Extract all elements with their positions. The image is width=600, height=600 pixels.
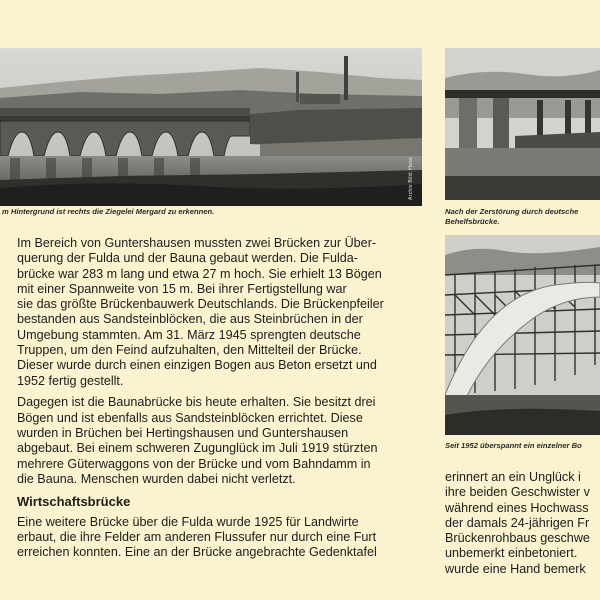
text-line: während eines Hochwass (445, 500, 589, 515)
viaduct-photo-image (0, 48, 422, 206)
text-line: ihre beiden Geschwister v (445, 485, 590, 500)
text-line: Im Bereich von Guntershausen mussten zwei Brücken zur Über- (17, 236, 377, 250)
paragraph-wirtschaftsbruecke (17, 515, 422, 561)
text-line: brücke war 283 m lang und etwa 27 m hoch. Sie erhielt 13 Bögen (17, 266, 382, 281)
photo-concrete-arch (445, 235, 600, 435)
photo-destroyed-bridge (445, 48, 600, 200)
text-line: abgebaut. Bei einem schweren Zugunglück im Juli 1919 stürzten (17, 441, 378, 456)
photo-viaduct-historic (0, 48, 422, 206)
text-line: erreichen konnten. Eine an der Brücke angebrachte Gedenktafel (17, 545, 377, 560)
paragraph-fuldabruecke (17, 236, 422, 389)
text-line: Brückenrohbaus geschwe (445, 531, 590, 546)
right-text-column (445, 470, 600, 577)
text-line: wurde eine Hand bemerk (445, 561, 586, 576)
text-line: wurden in Brüchen bei Hertingshausen und Guntershausen (17, 426, 349, 441)
text-line: Truppen, um den Feind aufzuhalten, den Mittelteil der Brücke. (17, 343, 362, 358)
text-line: der damals 24-jährigen Fr (445, 515, 590, 530)
text-line: Eine weitere Brücke über die Fulda wurde 1925 für Landwirte (17, 514, 359, 529)
text-line: mehrere Güterwaggons von der Brücke und vom Bahndamm in (17, 456, 371, 471)
text-line: Umgebung stammten. Am 31. März 1945 sprengten deutsche (17, 327, 361, 342)
text-line: Dagegen ist die Baunabrücke bis heute erhalten. Sie besitzt drei (17, 395, 376, 410)
photo-caption-top-right-line2: Behelfsbrücke. (445, 217, 500, 226)
text-line: unbemerkt einbetoniert. (445, 546, 578, 561)
photo-caption-top-right-line1: Nach der Zerstörung durch deutsche (445, 207, 579, 216)
text-line: querung der Fulda und der Bauna gebaut werden. Die Fulda- (17, 251, 358, 266)
text-line: Dieser wurde durch einen einzigen Bogen aus Beton ersetzt und (17, 358, 377, 373)
text-line: Bögen und ist ebenfalls aus Sandsteinblöcken errichtet. Diese (17, 410, 363, 425)
text-line: 1952 fertig gestellt. (17, 373, 124, 388)
main-text-column (17, 236, 422, 567)
destroyed-bridge-image (445, 48, 600, 200)
concrete-arch-image (445, 235, 600, 435)
text-line: bestanden aus Sandsteinblöcken, die aus Steinbrüchen in der (17, 312, 363, 327)
text-line: die Bauna. Menschen wurden dabei nicht verletzt. (17, 471, 296, 486)
text-line: sie das größte Brückenbauwerk Deutschlands. Die Brückenpfeiler (17, 297, 384, 312)
paragraph-baunabruecke (17, 395, 422, 487)
section-heading-wirtschaftsbruecke: Wirtschaftsbrücke (17, 493, 131, 509)
text-line: erbaut, die ihre Felder am anderen Flussufer nur durch eine Furt (17, 530, 377, 545)
text-line: mit einer Spannweite von 15 m. Bei ihrer Fertigstellung war (17, 281, 347, 296)
photo-caption-middle-right: Seit 1952 überspannt ein einzelner Bo (445, 441, 582, 450)
photo-caption-top-left: m Hintergrund ist rechts die Ziegelei Mergard zu erkennen. (2, 207, 215, 216)
text-line: erinnert an ein Unglück i (445, 470, 581, 484)
photo-credit: Archiv Bild: Hess (408, 157, 414, 200)
